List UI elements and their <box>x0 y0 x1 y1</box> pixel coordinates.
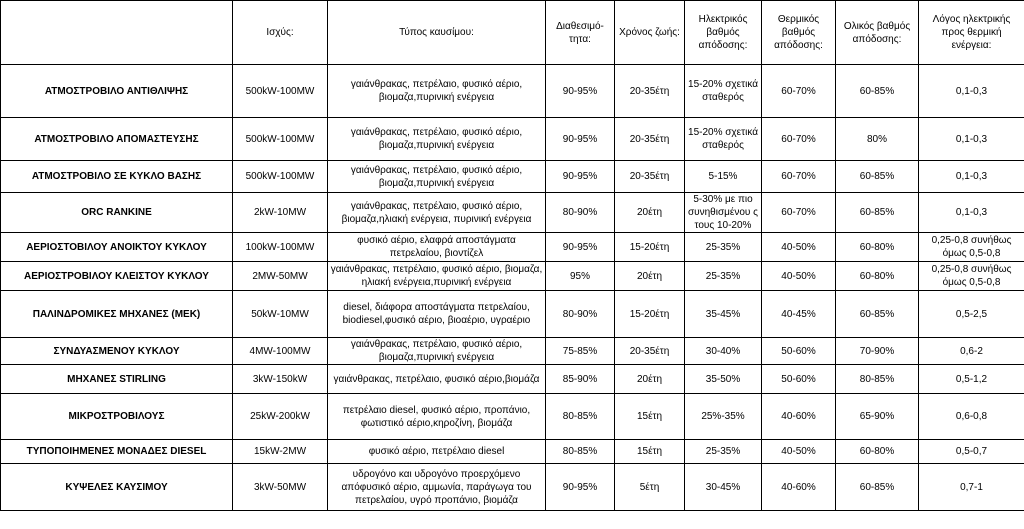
cell-lifetime: 20-35έτη <box>615 161 685 193</box>
table-row <box>1 394 1024 440</box>
cell-total-eff: 65-90% <box>836 394 919 440</box>
cell-name: ΑΤΜΟΣΤΡΟΒΙΛΟ ΑΠΟΜΑΣΤΕΥΣΗΣ <box>1 118 233 161</box>
cell-fuel: γαιάνθρακας, πετρέλαιο, φυσικό αέριο, βιομαζα,πυρινική ενέργεια <box>328 161 546 193</box>
cell-power: 3kW-150kW <box>233 365 328 394</box>
cell-fuel: γαιάνθρακας, πετρέλαιο, φυσικό αέριο, βιομαζα, ηλιακή ενέργεια,πυρινική ενέργεια <box>328 262 546 291</box>
table-row <box>1 161 1024 193</box>
cell-availability: 85-90% <box>546 365 615 394</box>
cell-fuel: γαιάνθρακας, πετρέλαιο, φυσικό αέριο, βιομαζα,πυρινική ενέργεια <box>328 338 546 365</box>
cell-elec-eff: 35-50% <box>685 365 762 394</box>
header-total-eff: Ολικός βαθμός απόδοσης: <box>836 1 919 65</box>
cell-therm-eff: 40-60% <box>762 464 836 511</box>
cell-total-eff: 60-85% <box>836 161 919 193</box>
table-row <box>1 193 1024 233</box>
cell-lifetime: 15έτη <box>615 440 685 464</box>
table-row <box>1 65 1024 118</box>
cell-therm-eff: 60-70% <box>762 118 836 161</box>
cell-name: ΤΥΠΟΠΟΙΗΜΕΝΕΣ ΜΟΝΑΔΕΣ DIESEL <box>1 440 233 464</box>
cell-lifetime: 15-20έτη <box>615 291 685 338</box>
cell-elec-eff: 15-20% σχετικά σταθερός <box>685 118 762 161</box>
cell-total-eff: 60-85% <box>836 464 919 511</box>
cell-ratio: 0,1-0,3 <box>919 65 1024 118</box>
cell-ratio: 0,7-1 <box>919 464 1024 511</box>
cell-ratio: 0,5-0,7 <box>919 440 1024 464</box>
cell-name: ΜΙΚΡΟΣΤΡΟΒΙΛΟΥΣ <box>1 394 233 440</box>
table-row <box>1 365 1024 394</box>
header-ratio: Λόγος ηλεκτρικής προς θερμική ενέργεια: <box>919 1 1024 65</box>
cell-ratio: 0,5-2,5 <box>919 291 1024 338</box>
table-row <box>1 291 1024 338</box>
cell-fuel: υδρογόνο και υδρογόνο προερχόμενο απόφυσικό αέριο, αμμωνία, παράγωγα του πετρελαίου, υγρό προπάνιο, βιομάζα <box>328 464 546 511</box>
cell-therm-eff: 60-70% <box>762 193 836 233</box>
cell-availability: 80-85% <box>546 394 615 440</box>
cell-therm-eff: 40-50% <box>762 440 836 464</box>
cell-availability: 90-95% <box>546 118 615 161</box>
cell-power: 25kW-200kW <box>233 394 328 440</box>
cell-ratio: 0,25-0,8 συνήθως όμως 0,5-0,8 <box>919 233 1024 262</box>
cell-power: 2kW-10MW <box>233 193 328 233</box>
cell-lifetime: 20-35έτη <box>615 338 685 365</box>
cell-elec-eff: 25-35% <box>685 233 762 262</box>
header-availability: Διαθεσιμό-τητα: <box>546 1 615 65</box>
cell-availability: 90-95% <box>546 65 615 118</box>
cell-lifetime: 20-35έτη <box>615 118 685 161</box>
cell-fuel: πετρέλαιο diesel, φυσικό αέριο, προπάνιο, φωτιστικό αέριο,κηροζίνη, βιομάζα <box>328 394 546 440</box>
header-lifetime: Χρόνος ζωής: <box>615 1 685 65</box>
cell-therm-eff: 40-50% <box>762 233 836 262</box>
cell-ratio: 0,1-0,3 <box>919 161 1024 193</box>
cell-fuel: φυσικό αέριο, πετρέλαιο diesel <box>328 440 546 464</box>
header-row <box>1 1 1024 65</box>
cell-therm-eff: 40-45% <box>762 291 836 338</box>
cell-name: ΠΑΛΙΝΔΡΟΜΙΚΕΣ ΜΗΧΑΝΕΣ (ΜΕΚ) <box>1 291 233 338</box>
cell-therm-eff: 60-70% <box>762 65 836 118</box>
cell-elec-eff: 5-30% με πιο συνηθισμένου ς τους 10-20% <box>685 193 762 233</box>
table-row <box>1 262 1024 291</box>
cell-elec-eff: 25-35% <box>685 440 762 464</box>
cell-fuel: φυσικό αέριο, ελαφρά αποστάγματα πετρελαίου, βιοντίζελ <box>328 233 546 262</box>
cell-elec-eff: 30-45% <box>685 464 762 511</box>
cell-fuel: γαιάνθρακας, πετρέλαιο, φυσικό αέριο,βιομάζα <box>328 365 546 394</box>
cell-power: 500kW-100MW <box>233 65 328 118</box>
cell-lifetime: 20-35έτη <box>615 65 685 118</box>
cell-availability: 90-95% <box>546 464 615 511</box>
cell-lifetime: 5έτη <box>615 464 685 511</box>
cell-total-eff: 70-90% <box>836 338 919 365</box>
cell-name: ΑΤΜΟΣΤΡΟΒΙΛΟ ΣΕ ΚΥΚΛΟ ΒΑΣΗΣ <box>1 161 233 193</box>
cell-therm-eff: 50-60% <box>762 365 836 394</box>
cell-elec-eff: 35-45% <box>685 291 762 338</box>
table-row <box>1 338 1024 365</box>
cell-elec-eff: 30-40% <box>685 338 762 365</box>
cell-total-eff: 60-80% <box>836 440 919 464</box>
table-row <box>1 118 1024 161</box>
cell-availability: 80-90% <box>546 291 615 338</box>
cell-elec-eff: 5-15% <box>685 161 762 193</box>
cell-fuel: γαιάνθρακας, πετρέλαιο, φυσικό αέριο, βιομαζα,ηλιακή ενέργεια, πυρινική ενέργεια <box>328 193 546 233</box>
cell-availability: 90-95% <box>546 161 615 193</box>
cell-power: 2MW-50MW <box>233 262 328 291</box>
cell-ratio: 0,1-0,3 <box>919 193 1024 233</box>
cell-elec-eff: 15-20% σχετικά σταθερός <box>685 65 762 118</box>
header-elec-eff: Ηλεκτρικός βαθμός απόδοσης: <box>685 1 762 65</box>
cell-name: ORC RANKINE <box>1 193 233 233</box>
cell-power: 15kW-2MW <box>233 440 328 464</box>
cell-fuel: γαιάνθρακας, πετρέλαιο, φυσικό αέριο, βιομαζα,πυρινική ενέργεια <box>328 65 546 118</box>
cell-power: 50kW-10MW <box>233 291 328 338</box>
cell-elec-eff: 25-35% <box>685 262 762 291</box>
cell-name: ΚΥΨΕΛΕΣ ΚΑΥΣΙΜΟΥ <box>1 464 233 511</box>
cell-lifetime: 20έτη <box>615 262 685 291</box>
cell-power: 100kW-100MW <box>233 233 328 262</box>
cell-ratio: 0,6-2 <box>919 338 1024 365</box>
cell-ratio: 0,5-1,2 <box>919 365 1024 394</box>
cell-name: ΑΕΡΙΟΣΤΟΒΙΛΟΥ ΑΝΟΙΚΤΟΥ ΚΥΚΛΟΥ <box>1 233 233 262</box>
header-therm-eff: Θερμικός βαθμός απόδοσης: <box>762 1 836 65</box>
cell-name: ΑΤΜΟΣΤΡΟΒΙΛΟ ΑΝΤΙΘΛΙΨΗΣ <box>1 65 233 118</box>
cell-total-eff: 80-85% <box>836 365 919 394</box>
cell-power: 3kW-50MW <box>233 464 328 511</box>
cell-name: ΜΗΧΑΝΕΣ STIRLING <box>1 365 233 394</box>
cell-availability: 80-85% <box>546 440 615 464</box>
table-row <box>1 464 1024 511</box>
cell-total-eff: 60-80% <box>836 233 919 262</box>
cell-power: 4MW-100MW <box>233 338 328 365</box>
cell-total-eff: 60-85% <box>836 65 919 118</box>
header-name <box>1 1 233 65</box>
header-fuel: Τύπος καυσίμου: <box>328 1 546 65</box>
cell-therm-eff: 60-70% <box>762 161 836 193</box>
cell-total-eff: 60-85% <box>836 291 919 338</box>
cell-availability: 90-95% <box>546 233 615 262</box>
cell-fuel: γαιάνθρακας, πετρέλαιο, φυσικό αέριο, βιομαζα,πυρινική ενέργεια <box>328 118 546 161</box>
cell-power: 500kW-100MW <box>233 118 328 161</box>
cell-therm-eff: 50-60% <box>762 338 836 365</box>
cell-ratio: 0,1-0,3 <box>919 118 1024 161</box>
cell-availability: 95% <box>546 262 615 291</box>
table-row <box>1 233 1024 262</box>
cell-lifetime: 15-20έτη <box>615 233 685 262</box>
cell-name: ΑΕΡΙΟΣΤΡΟΒΙΛΟΥ ΚΛΕΙΣΤΟΥ ΚΥΚΛΟΥ <box>1 262 233 291</box>
cell-availability: 75-85% <box>546 338 615 365</box>
cell-lifetime: 15έτη <box>615 394 685 440</box>
cell-elec-eff: 25%-35% <box>685 394 762 440</box>
cell-lifetime: 20έτη <box>615 365 685 394</box>
table-row <box>1 440 1024 464</box>
cell-ratio: 0,6-0,8 <box>919 394 1024 440</box>
cell-availability: 80-90% <box>546 193 615 233</box>
cell-power: 500kW-100MW <box>233 161 328 193</box>
cell-therm-eff: 40-60% <box>762 394 836 440</box>
header-power: Ισχύς: <box>233 1 328 65</box>
cell-total-eff: 60-80% <box>836 262 919 291</box>
cell-ratio: 0,25-0,8 συνήθως όμως 0,5-0,8 <box>919 262 1024 291</box>
cell-name: ΣΥΝΔΥΑΣΜΕΝΟΥ ΚΥΚΛΟΥ <box>1 338 233 365</box>
cell-lifetime: 20έτη <box>615 193 685 233</box>
cell-fuel: diesel, διάφορα αποστάγματα πετρελαίου, biodiesel,φυσικό αέριο, βιοαέριο, υγραέριο <box>328 291 546 338</box>
cell-therm-eff: 40-50% <box>762 262 836 291</box>
cell-total-eff: 80% <box>836 118 919 161</box>
cell-total-eff: 60-85% <box>836 193 919 233</box>
